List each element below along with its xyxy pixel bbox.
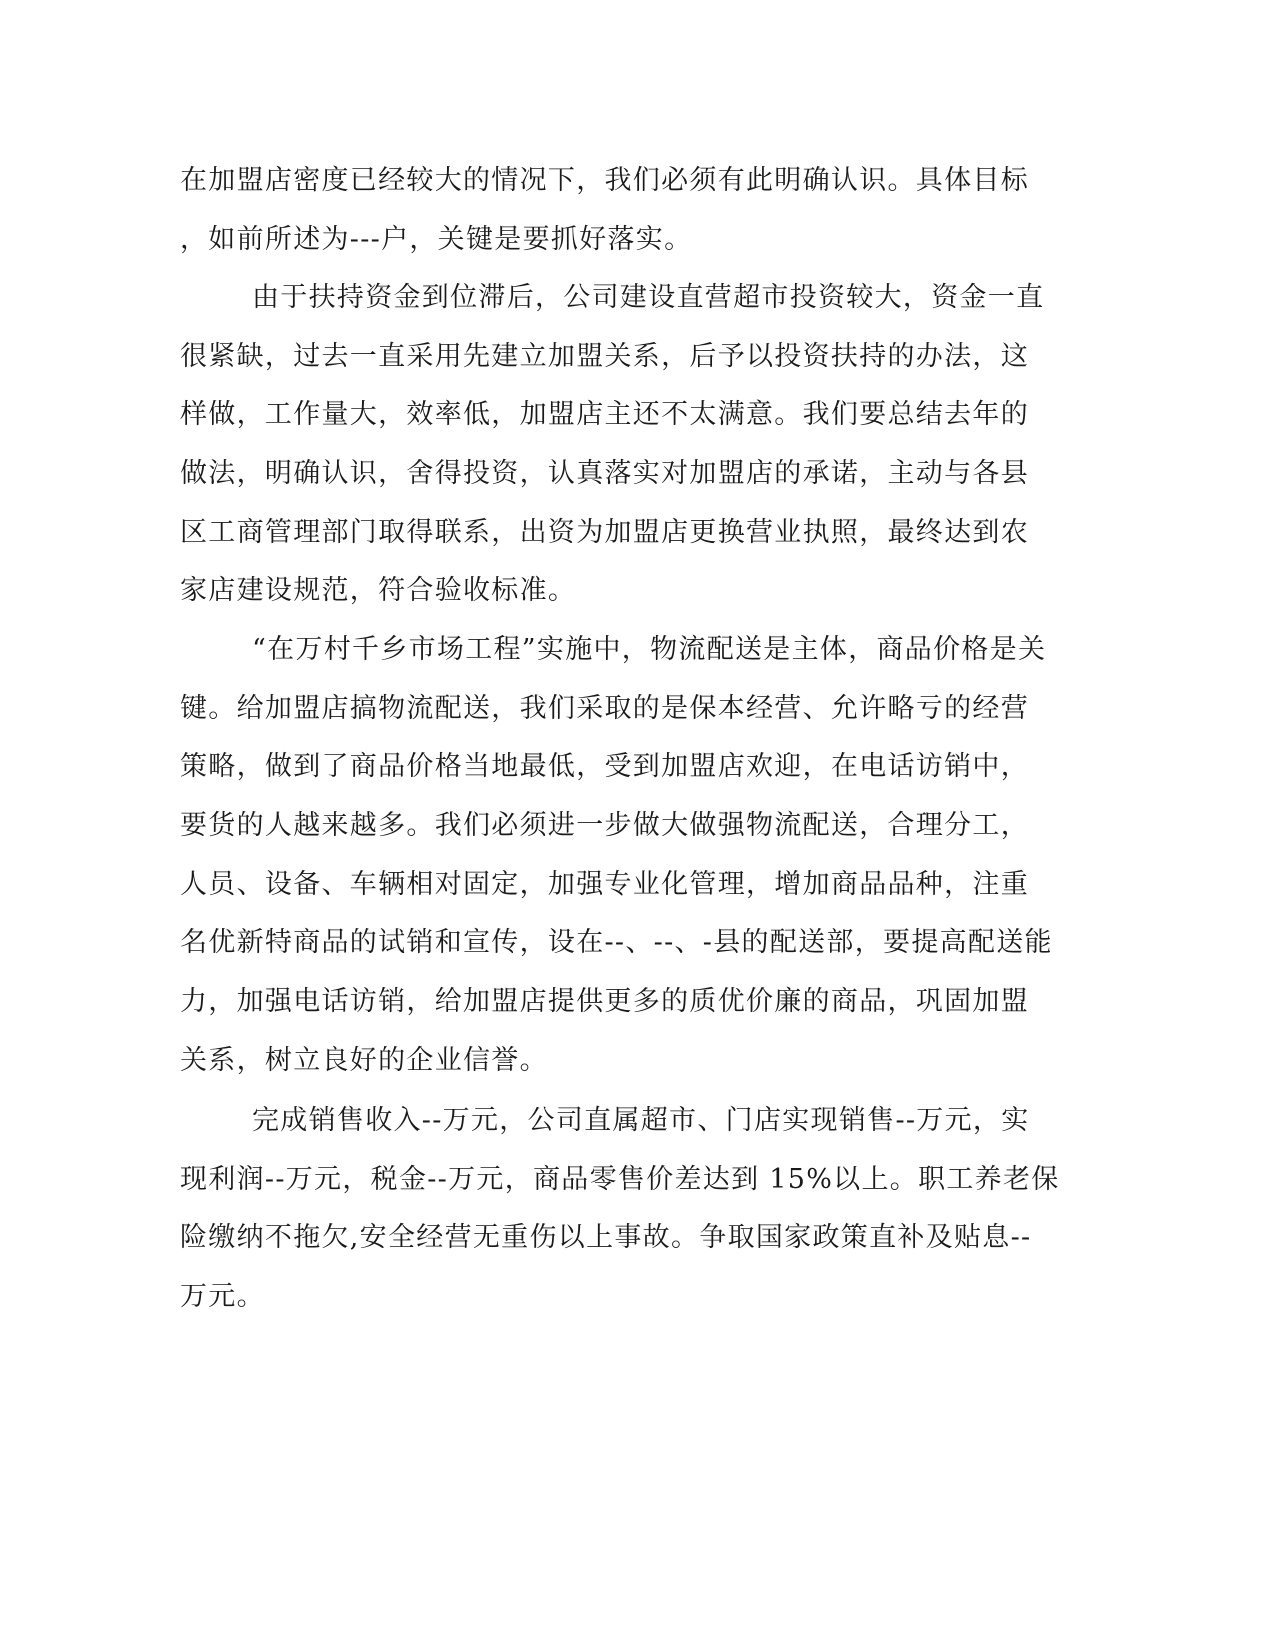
- paragraph-3-line-1: “在万村千乡市场工程”实施中，物流配送是主体，商品价格是关: [252, 634, 1047, 665]
- paragraph-1-line-1: 在加盟店密度已经较大的情况下，我们必须有此明确认识。具体目标: [180, 165, 1029, 196]
- paragraph-4-line-2: 现利润--万元，税金--万元，商品零售价差达到 15%以上。职工养老保: [180, 1164, 1060, 1195]
- paragraph-3-line-3: 策略，做到了商品价格当地最低，受到加盟店欢迎，在电话访销中，: [180, 751, 1029, 782]
- paragraph-4-line-1: 完成销售收入--万元，公司直属超市、门店实现销售--万元，实: [252, 1105, 1030, 1136]
- paragraph-2-line-3: 样做，工作量大，效率低，加盟店主还不太满意。我们要总结去年的: [180, 399, 1029, 430]
- paragraph-3-line-4: 要货的人越来越多。我们必须进一步做大做强物流配送，合理分工，: [180, 810, 1029, 841]
- paragraph-4-line-3: 险缴纳不拖欠,安全经营无重伤以上事故。争取国家政策直补及贴息--: [180, 1222, 1032, 1253]
- paragraph-2-line-5: 区工商管理部门取得联系，出资为加盟店更换营业执照，最终达到农: [180, 517, 1029, 548]
- paragraph-2-line-1: 由于扶持资金到位滞后，公司建设直营超市投资较大，资金一直: [252, 282, 1045, 313]
- paragraph-4-line-4: 万元。: [180, 1281, 265, 1312]
- paragraph-2-line-2: 很紧缺，过去一直采用先建立加盟关系，后予以投资扶持的办法，这: [180, 341, 1029, 372]
- paragraph-2-line-6: 家店建设规范，符合验收标准。: [180, 575, 577, 606]
- paragraph-1-line-2: ，如前所述为---户，关键是要抓好落实。: [180, 224, 693, 255]
- paragraph-3-line-6: 名优新特商品的试销和宣传，设在--、--、-县的配送部，要提高配送能: [180, 927, 1053, 958]
- paragraph-3-line-2: 键。给加盟店搞物流配送，我们采取的是保本经营、允许略亏的经营: [180, 693, 1029, 724]
- paragraph-3-line-7: 力，加强电话访销，给加盟店提供更多的质优价廉的商品，巩固加盟: [180, 986, 1029, 1017]
- paragraph-3-line-8: 关系，树立良好的企业信誉。: [180, 1045, 548, 1076]
- paragraph-2-line-4: 做法，明确认识，舍得投资，认真落实对加盟店的承诺，主动与各县: [180, 458, 1029, 489]
- paragraph-3-line-5: 人员、设备、车辆相对固定，加强专业化管理，增加商品品种，注重: [180, 869, 1029, 900]
